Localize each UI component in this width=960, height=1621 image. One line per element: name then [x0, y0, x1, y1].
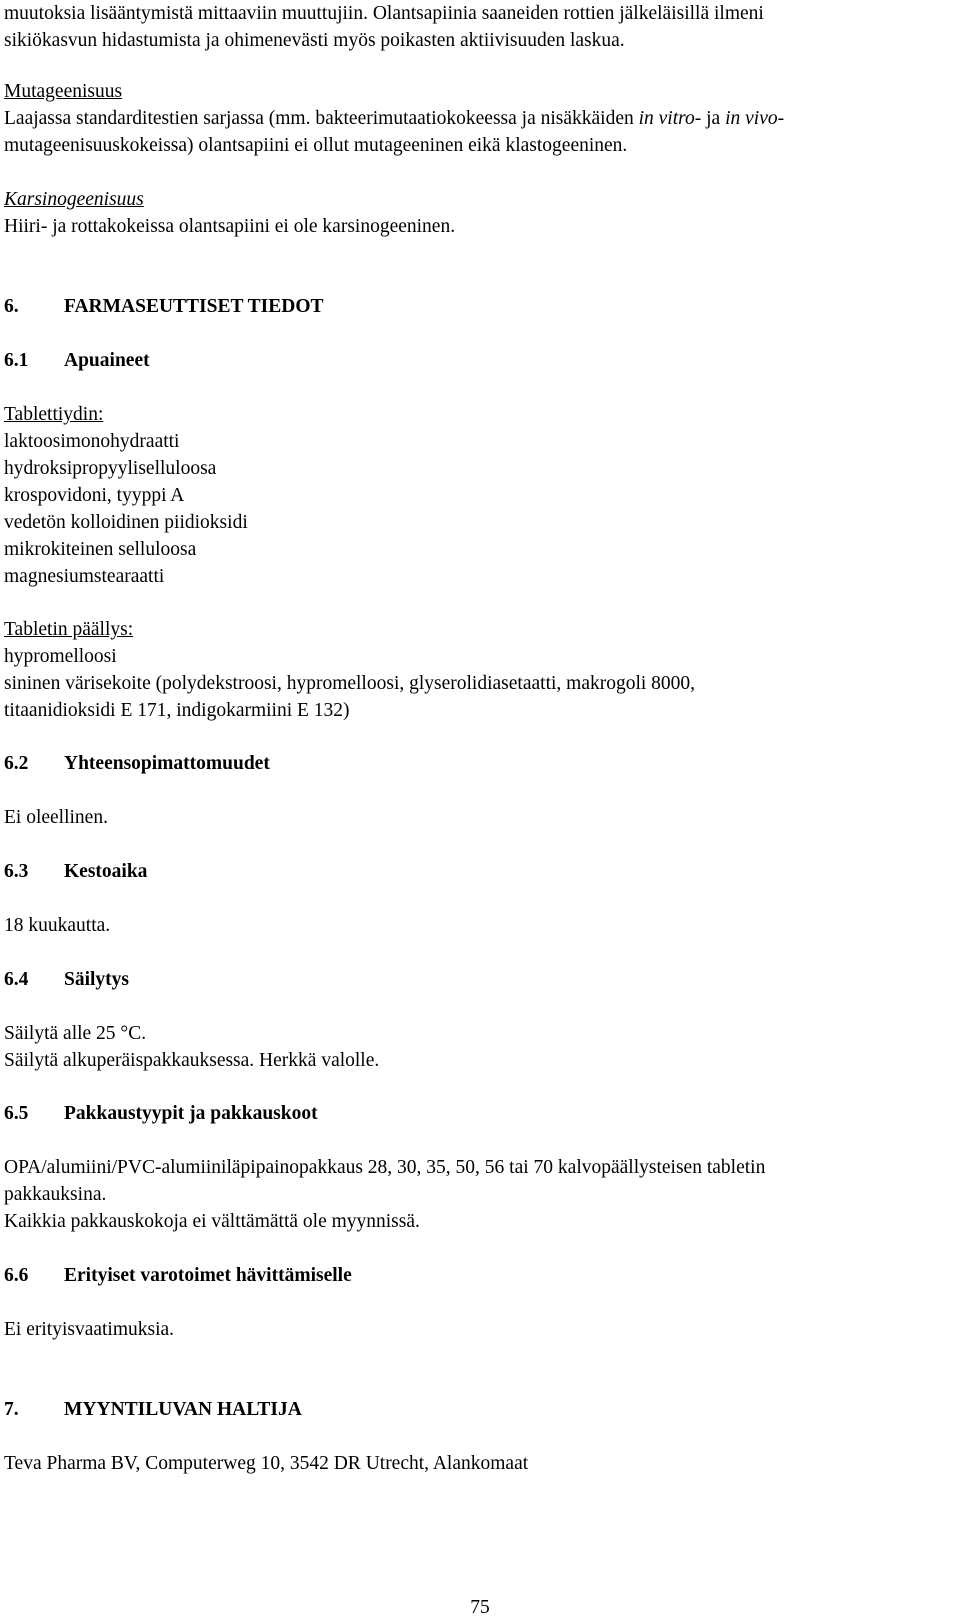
intro-paragraph [4, 0, 944, 54]
section-title: FARMASEUTTISET TIEDOT [64, 296, 324, 317]
section-6-4-heading [4, 966, 944, 993]
section-6-4-text [4, 1020, 944, 1074]
section-title: Säilytys [64, 969, 130, 990]
section-number: 6.1 [4, 350, 29, 371]
section-6-1-heading [4, 347, 944, 374]
list-item: hypromelloosi [4, 646, 117, 667]
mutagenicity-line-1 [4, 105, 944, 132]
mutagenicity-line-2: mutageenisuuskokeissa) olantsapiini ei ollut mutageeninen eikä klastogeeninen. [4, 135, 628, 156]
tablet-core-title: Tablettiydin: [4, 404, 104, 425]
intro-line-1: muutoksia lisääntymistä mittaaviin muuttujiin. Olantsapiinia saaneiden rottien jälkeläisillä ilmeni [4, 3, 764, 24]
section-6-3-heading [4, 858, 944, 885]
paragraph-text: pakkauksina. [4, 1184, 107, 1205]
list-item: laktoosimonohydraatti [4, 431, 180, 452]
mutagenicity-section [4, 78, 944, 159]
paragraph-text: Teva Pharma BV, Computerweg 10, 3542 DR Utrecht, Alankomaat [4, 1453, 529, 1474]
section-number: 6.6 [4, 1265, 29, 1286]
section-title: Erityiset varotoimet hävittämiselle [64, 1265, 352, 1286]
section-6-6-heading [4, 1262, 944, 1289]
section-number: 6.4 [4, 969, 29, 990]
section-number: 6.5 [4, 1103, 29, 1124]
section-number: 6.3 [4, 861, 29, 882]
list-item: mikrokiteinen selluloosa [4, 539, 197, 560]
list-item: magnesiumstearaatti [4, 566, 165, 587]
carcinogenicity-title: Karsinogeenisuus [4, 189, 144, 210]
section-6-5-text [4, 1154, 944, 1235]
list-item: hydroksipropyyliselluloosa [4, 458, 217, 479]
section-6-heading [4, 293, 944, 320]
text-segment: - ja [694, 108, 726, 129]
page-number: 75 [470, 1597, 490, 1618]
section-6-5-heading [4, 1100, 944, 1127]
paragraph-text: Ei oleellinen. [4, 807, 108, 828]
section-title: Pakkaustyypit ja pakkauskoot [64, 1103, 318, 1124]
list-item: vedetön kolloidinen piidioksidi [4, 512, 248, 533]
section-number: 7. [4, 1399, 19, 1420]
section-7-text [4, 1450, 944, 1477]
list-item: sininen värisekoite (polydekstroosi, hypromelloosi, glyserolidiasetaatti, makrogoli 8000, [4, 673, 696, 694]
italic-segment: - [777, 108, 785, 129]
list-item: krospovidoni, tyyppi A [4, 485, 185, 506]
section-title: Apuaineet [64, 350, 150, 371]
paragraph-text: Ei erityisvaatimuksia. [4, 1319, 175, 1340]
intro-line-2: sikiökasvun hidastumista ja ohimenevästi myös poikasten aktiivisuuden laskua. [4, 30, 625, 51]
list-item: titaanidioksidi E 171, indigokarmiini E 132) [4, 700, 350, 721]
section-6-2-heading [4, 750, 944, 777]
carcinogenicity-line-1: Hiiri- ja rottakokeissa olantsapiini ei ole karsinogeeninen. [4, 216, 456, 237]
italic-segment: in vitro [638, 108, 695, 129]
carcinogenicity-section [4, 186, 944, 240]
section-number: 6. [4, 296, 19, 317]
tablet-coating-list [4, 616, 944, 724]
mutagenicity-title: Mutageenisuus [4, 81, 123, 102]
tablet-core-list [4, 401, 944, 590]
section-title: Kestoaika [64, 861, 148, 882]
section-6-3-text [4, 912, 944, 939]
section-title: MYYNTILUVAN HALTIJA [64, 1399, 302, 1420]
text-segment: Laajassa standarditestien sarjassa (mm. bakteerimutaatiokokeessa ja nisäkkäiden [4, 108, 639, 129]
paragraph-text: Kaikkia pakkauskokoja ei välttämättä ole myynnissä. [4, 1211, 420, 1232]
section-7-heading [4, 1396, 944, 1423]
paragraph-text: OPA/alumiini/PVC-alumiiniläpipainopakkaus 28, 30, 35, 50, 56 tai 70 kalvopäällysteisen tabletin [4, 1157, 766, 1178]
section-number: 6.2 [4, 753, 29, 774]
section-6-2-text [4, 804, 944, 831]
paragraph-text: Säilytä alkuperäispakkauksessa. Herkkä valolle. [4, 1050, 380, 1071]
italic-segment: in vivo [725, 108, 778, 129]
tablet-coating-title: Tabletin päällys: [4, 619, 134, 640]
paragraph-text: Säilytä alle 25 °C. [4, 1023, 147, 1044]
section-title: Yhteensopimattomuudet [64, 753, 270, 774]
section-6-6-text [4, 1316, 944, 1343]
paragraph-text: 18 kuukautta. [4, 915, 111, 936]
